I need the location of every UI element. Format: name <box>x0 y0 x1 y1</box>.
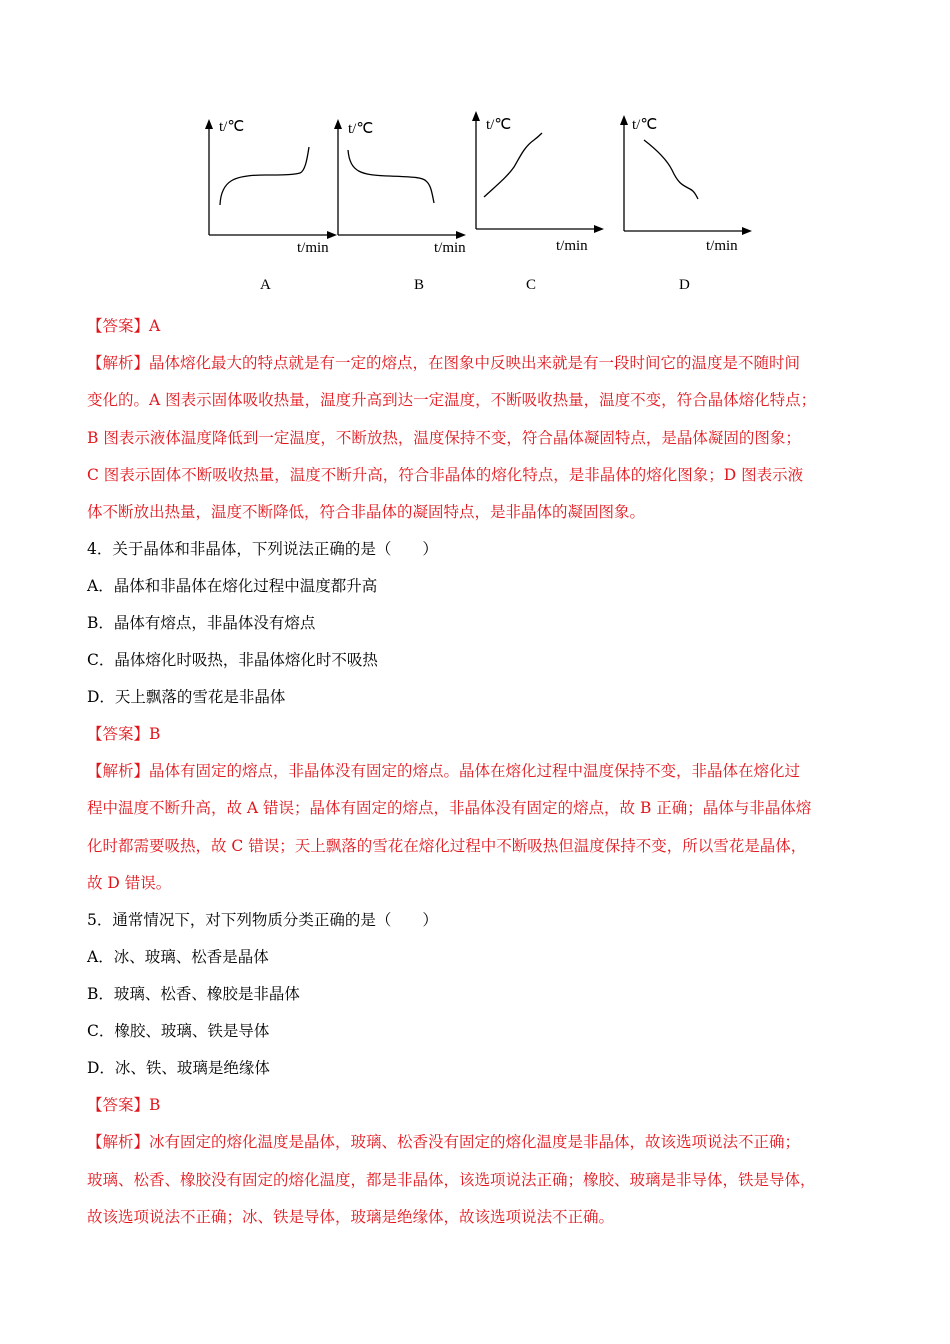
q3-explain-line: 变化的。A 图表示固体吸收热量，温度升高到达一定温度，不断吸收热量，温度不变，符合晶体熔化特点； <box>87 391 817 409</box>
q5-explain-line: 【解析】冰有固定的熔化温度是晶体，玻璃、松香没有固定的熔化温度是非晶体，故该选项说法不正确； <box>87 1133 801 1151</box>
q4-stem: 4．关于晶体和非晶体，下列说法正确的是（ ） <box>87 540 438 558</box>
q4-option-a: A．晶体和非晶体在熔化过程中温度都升高 <box>87 577 378 595</box>
q4-explain-line: 故 D 错误。 <box>87 874 172 892</box>
q5-explain-line: 玻璃、松香、橡胶没有固定的熔化温度，都是非晶体，该选项说法正确；橡胶、玻璃是非导体，铁是导体， <box>87 1171 816 1189</box>
graph-b-ylabel: t/℃ <box>348 121 374 137</box>
figure-label-a: A <box>260 277 271 293</box>
q5-stem: 5．通常情况下，对下列物质分类正确的是（ ） <box>87 911 438 929</box>
graph-a-xlabel: t/min <box>297 240 329 256</box>
q5-option-d: D．冰、铁、玻璃是绝缘体 <box>87 1059 270 1077</box>
q5-option-a: A．冰、玻璃、松香是晶体 <box>87 948 269 966</box>
q3-explain-line: 体不断放出热量，温度不断降低，符合非晶体的凝固特点，是非晶体的凝固图象。 <box>87 503 646 521</box>
q4-answer: 【答案】B <box>87 725 161 743</box>
graph-c-ylabel: t/℃ <box>486 117 512 133</box>
q5-option-c: C．橡胶、玻璃、铁是导体 <box>87 1022 270 1040</box>
graph-b-xlabel: t/min <box>434 240 466 256</box>
q3-explain-line: 【解析】晶体熔化最大的特点就是有一定的熔点，在图象中反映出来就是有一段时间它的温度是不随时间 <box>87 354 801 372</box>
figure-label-d: D <box>679 277 690 293</box>
graph-c <box>472 105 632 265</box>
q4-option-d: D．天上飘落的雪花是非晶体 <box>87 688 286 706</box>
graph-b <box>334 105 494 265</box>
q5-explain-line: 故该选项说法不正确；冰、铁是导体，玻璃是绝缘体，故该选项说法不正确。 <box>87 1208 615 1226</box>
q5-answer: 【答案】B <box>87 1096 161 1114</box>
graph-a-ylabel: t/℃ <box>219 119 245 135</box>
graph-d <box>622 105 782 265</box>
q3-explain-line: C 图表示固体不断吸收热量，温度不断升高，符合非晶体的熔化特点，是非晶体的熔化图象；D 图表示液 <box>87 466 804 484</box>
q4-explain-line: 化时都需要吸热，故 C 错误；天上飘落的雪花在熔化过程中不断吸热但温度保持不变，所以雪花是晶体， <box>87 837 807 855</box>
q3-explain-line: B 图表示液体温度降低到一定温度，不断放热，温度保持不变，符合晶体凝固特点，是晶体凝固的图象； <box>87 429 801 447</box>
q4-explain-line: 程中温度不断升高，故 A 错误；晶体有固定的熔点，非晶体没有固定的熔点，故 B 正确；晶体与非晶体熔 <box>87 799 812 817</box>
graph-c-xlabel: t/min <box>556 238 588 254</box>
q4-option-b: B．晶体有熔点，非晶体没有熔点 <box>87 614 316 632</box>
figure-label-c: C <box>526 277 537 293</box>
figure-row <box>0 105 950 305</box>
graph-d-ylabel: t/℃ <box>632 117 658 133</box>
q3-answer: 【答案】A <box>87 317 161 335</box>
figure-label-b: B <box>414 277 425 293</box>
q4-option-c: C．晶体熔化时吸热，非晶体熔化时不吸热 <box>87 651 378 669</box>
q5-option-b: B．玻璃、松香、橡胶是非晶体 <box>87 985 300 1003</box>
q4-explain-line: 【解析】晶体有固定的熔点，非晶体没有固定的熔点。晶体在熔化过程中温度保持不变，非晶体在熔化过 <box>87 762 801 780</box>
graph-d-xlabel: t/min <box>706 238 738 254</box>
